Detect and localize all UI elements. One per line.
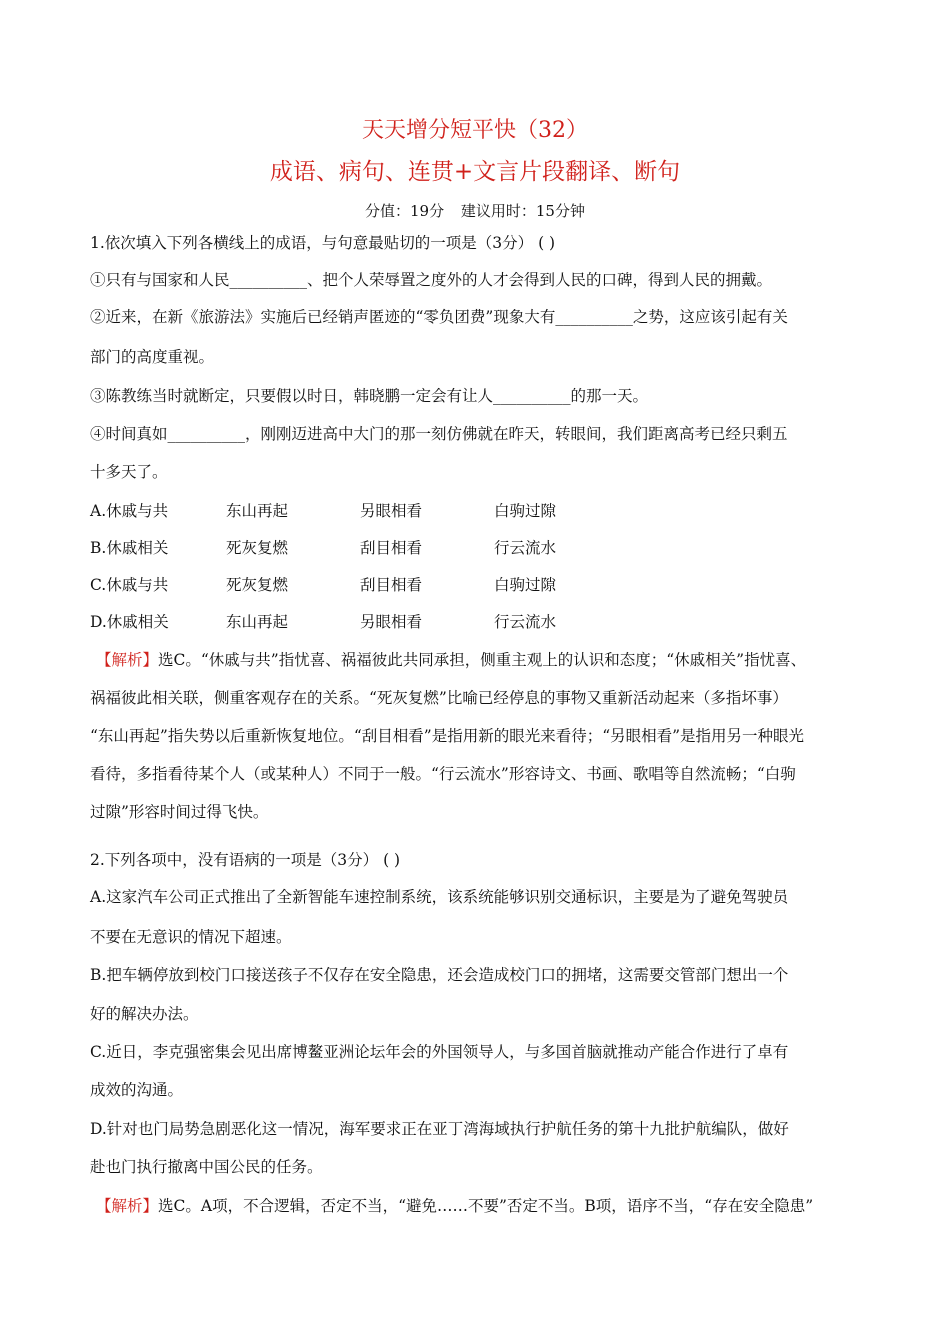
option-word: 另眼相看 [360,613,423,631]
q1-analysis-line-5: 过隙”形容时间过得飞快。 [90,803,269,821]
q2-option-d-line-2: 赴也门执行撤离中国公民的任务。 [90,1158,323,1176]
option-word: 刮目相看 [360,576,423,594]
q1-sentence-1: ①只有与国家和人民__________、把个人荣辱置之度外的人才会得到人民的口碑，得到人民的拥戴。 [90,271,773,289]
q1-sentence-3: ③陈教练当时就断定，只要假以时日，韩晓鹏一定会有让人__________的那一天。 [90,387,649,405]
q1-stem: 1.依次填入下列各横线上的成语，与句意最贴切的一项是（3分） ( ) [90,234,556,252]
option-word: 死灰复燃 [226,539,289,557]
q2-analysis-line-1: 【解析】选C。A项，不合逻辑，否定不当，“避免……不要”否定不当。B项，语序不当，“存在安全隐患” [96,1197,814,1215]
q2-stem: 2.下列各项中，没有语病的一项是（3分） ( ) [90,851,401,869]
option-word: 行云流水 [494,539,557,557]
page-subtitle: 成语、病句、连贯+文言片段翻译、断句 [269,159,681,185]
option-word: 另眼相看 [360,502,423,520]
q2-option-a-line-1: A.这家汽车公司正式推出了全新智能车速控制系统，该系统能够识别交通标识，主要是为了避免驾驶员 [90,888,789,906]
option-word: 东山再起 [226,613,289,631]
option-label: D.休戚相关 [90,613,169,631]
q1-sentence-2b: 部门的高度重视。 [90,348,215,366]
q1-analysis-line-3: “东山再起”指失势以后重新恢复地位。“刮目相看”是指用新的眼光来看待；“另眼相看”是指用另一种眼光 [90,727,805,745]
q1-analysis-line-1: 【解析】选C。“休戚与共”指忧喜、祸福彼此共同承担，侧重主观上的认识和态度；“休戚相关”指忧喜、 [96,651,807,669]
option-label: A.休戚与共 [90,502,169,520]
q2-option-c-line-2: 成效的沟通。 [90,1081,184,1099]
option-word: 刮目相看 [360,539,423,557]
q1-analysis-line-4: 看待，多指看待某个人（或某种人）不同于一般。“行云流水”形容诗文、书画、歌唱等自然流畅；“白驹 [90,765,796,783]
q1-sentence-4b: 十多天了。 [90,463,168,481]
q2-option-c-line-1: C.近日，李克强密集会见出席博鳌亚洲论坛年会的外国领导人，与多国首脑就推动产能合作进行了卓有 [90,1043,789,1061]
option-word: 行云流水 [494,613,557,631]
option-word: 白驹过隙 [494,502,557,520]
page-title: 天天增分短平快（32） [362,118,588,143]
q1-sentence-4a: ④时间真如__________，刚刚迈进高中大门的那一刻仿佛就在昨天，转眼间，我们距离高考已经只剩五 [90,425,788,443]
score-time-info [0,200,950,222]
analysis-tag: 【解析】 [96,1197,159,1215]
score-info: 分值：19分 [365,202,445,220]
q1-sentence-2a: ②近来，在新《旅游法》实施后已经销声匿迹的“零负团费”现象大有__________之势，这应该引起有关 [90,308,788,326]
time-info: 建议用时：15分钟 [460,202,585,220]
q1-analysis-line-2: 祸福彼此相关联，侧重客观存在的关系。“死灰复燃”比喻已经停息的事物又重新活动起来（多指坏事） [90,689,788,707]
analysis-tag: 【解析】 [96,651,159,669]
q2-option-a-line-2: 不要在无意识的情况下超速。 [90,928,292,946]
option-label: B.休戚相关 [90,539,169,557]
q2-option-b-line-1: B.把车辆停放到校门口接送孩子不仅存在安全隐患，还会造成校门口的拥堵，这需要交管部门想出一个 [90,966,789,984]
option-label: C.休戚与共 [90,576,169,594]
option-word: 白驹过隙 [494,576,557,594]
q2-option-d-line-1: D.针对也门局势急剧恶化这一情况，海军要求正在亚丁湾海域执行护航任务的第十九批护航编队，做好 [90,1120,789,1138]
q2-option-b-line-2: 好的解决办法。 [90,1005,199,1023]
option-word: 东山再起 [226,502,289,520]
option-word: 死灰复燃 [226,576,289,594]
